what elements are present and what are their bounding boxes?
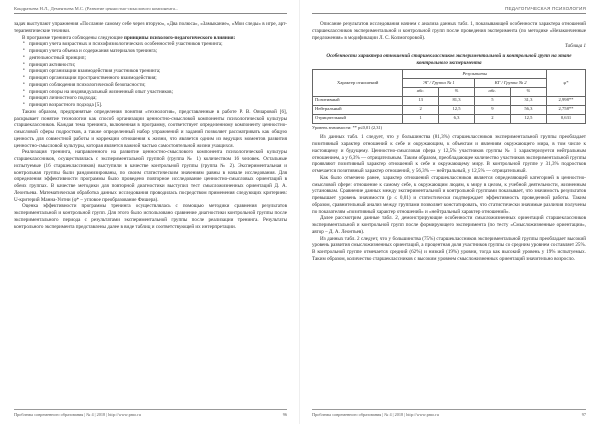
table-cell: 9 <box>475 105 511 114</box>
list-item: • принцип организации взаимодействия участников тренинга; <box>24 68 287 75</box>
col-header-pct: % <box>510 87 546 96</box>
footer-journal: Проблемы современного образования | № 4 | 2018 | http://www.pmo.ru <box>14 412 141 417</box>
page-number: 96 <box>282 412 287 417</box>
table-cell-label: Отрицательный <box>313 114 403 123</box>
list-item: • принцип личностного подхода; <box>24 95 287 102</box>
table-row <box>313 96 586 105</box>
header-rule <box>14 13 287 14</box>
list-item: • принцип возрастного подхода [5]. <box>24 102 287 109</box>
footer-journal: Проблемы современного образования | № 4 | 2018 | http://www.pmo.ru <box>312 412 439 417</box>
page-number: 97 <box>581 412 586 417</box>
left-footer <box>14 409 287 417</box>
table-cell: 31,3 <box>510 96 546 105</box>
col-header-group1: ЭГ / Группа № 1 <box>403 78 475 87</box>
table-label: Таблица 1 <box>565 44 586 50</box>
right-body <box>312 21 586 263</box>
col-header-group2: КГ / Группа № 2 <box>475 78 547 87</box>
paragraph: Как было отмечено ранее, характер отношений старшеклассников является определяющей категорией в ценностно-смысловой сфере: отношение к самому себе, к окружающим людям, к миру в целом, к учебной деятельности, жизненным установкам. Сравнение данных между экспериментальной и контрольной группами показывает, что значимость результатов превышает уровень значимости (p ≤ 0,01) и статистически подтверждает эффективность проведенной работы. Таким образом, сравнительный анализ между группами позволяет констатировать, что статистически значимые различия получены по показателям «позитивный характер отношений» и «нейтральный характер отношений». <box>312 174 586 215</box>
left-running-head <box>14 4 287 13</box>
table-note: Уровень значимости: ** p≤0,01 (2,31) <box>312 124 383 130</box>
table-cell-label: Нейтральный <box>313 105 403 114</box>
col-header-abs: абс. <box>475 87 511 96</box>
paragraph: Из данных табл. 1 следует, что у большинства (81,3%) старшеклассников экспериментальной группы преобладает позитивный характер отношений к себе и окружающим, к объектам и явлениям окружающего мира, в том числе к настоящему и будущему. Ценностно-смысловая сфера у 12,5% участников группы № 1 характеризуется нейтральным отношением, а у 6,3% — отрицательным. Таким образом, преобладающее количество участников экспериментальной группы проявляют позитивный характер отношений к себе и окружающему миру. В контрольной группе у 31,3% подростков отмечается позитивный характер отношений, у 56,3% — нейтральный, у 12,5% — отрицательный. <box>312 134 586 175</box>
col-header-phi: φ* <box>547 70 586 97</box>
left-header-text: Кондратьева Н.Л., Дементьева М.С. (Развитие ценностно-смыслового компонента... <box>14 6 179 11</box>
table-cell: 13 <box>403 96 438 105</box>
table-cell: 2 <box>403 105 438 114</box>
list-item: • принцип соблюдения психологической безопасности; <box>24 82 287 89</box>
table-cell: 1 <box>403 114 438 123</box>
table-cell: 5 <box>475 96 511 105</box>
principles-list <box>14 41 287 109</box>
list-item: • принцип активности; <box>24 62 287 69</box>
list-item: • принцип опоры на индивидуальный жизненный опыт участников; <box>24 89 287 96</box>
right-running-head <box>312 4 586 13</box>
table-cell: 12,5 <box>510 114 546 123</box>
list-item: • принцип учета возрастных и психофизиологических особенностей участников тренинга; <box>24 41 287 48</box>
paragraph: Далее рассмотрим данные табл. 2, демонстрирующие особенности смысложизненных ориентаций старшеклассников экспериментальной и контрольной групп после формирующего эксперимента (по тесту «Смысложизненные ориентации», автор – Д. А. Леонтьев). <box>312 215 586 235</box>
table-cell: 6,3 <box>438 114 474 123</box>
left-body <box>14 21 287 230</box>
paragraph: задач выступают упражнения «Послание самому себе через вторую», «Два полюса», «Замыкание», «Мои следы» в игре, арт-терапевтические техники. <box>14 21 287 34</box>
right-page <box>300 0 600 424</box>
col-header-abs: абс. <box>403 87 438 96</box>
table-cell-label: Позитивный <box>313 96 403 105</box>
paragraph: Реализация тренинга, направленного на развитие ценностно-смыслового компонента психологической культуры старшеклассников, осуществлялась с экспериментальной группой (группа № 1) количеством 16 человек. Остальные испытуемые (16 старшеклассников) выступили в качестве контрольной группы (группа № 2). Экспериментальная и контрольная группы были рандомизированы, по своим статистическим значениям равны в начале исследования. Для определения эффективности программы было проведено повторное исследование ценностно-смысловых ориентаций в обеих группах. В качестве методики для повторной диагностики выступил тест смысложизненных ориентаций Д. А. Леонтьева. Математическая обработка данных исследования проводилась посредством применения следующих критериев: U-критерий Манна-Уитни (φ* – угловое преобразование Фишера). <box>14 149 287 203</box>
table-cell: 0,631 <box>547 114 586 123</box>
header-rule <box>312 13 586 14</box>
col-header-pct: % <box>438 87 474 96</box>
table-cell: 56,3 <box>510 105 546 114</box>
table-caption: Особенности характера отношений старшеклассников экспериментальной и контрольной групп на этапе контрольного эксперимента <box>326 53 572 66</box>
table-cell: 2,758** <box>547 105 586 114</box>
right-header-text: ПЕДАГОГИЧЕСКАЯ ПСИХОЛОГИЯ <box>505 6 586 11</box>
table-cell: 2 <box>475 114 511 123</box>
list-item: • принцип организации пространственного взаимодействия; <box>24 75 287 82</box>
paragraph: Таким образом, предпринятые определения понятия «технология», представленные в работе Р. В. Овчаровой [6], раскрывает понятие технологии как способ организации ценностно-смысловой компоненты психологической культуры старшеклассников. Каждая тема тренинга, включенная в программу, соответствует определенному компоненту ценностно-смысловой сферы подростков, а также определенный набор упражнений и заданий позволяет рассматривать как общую ценность для совместной работы и коррекции отношения к жизни, что является одним из ведущих моментов развития ценностно-смысловой культуры, которая является важной частью самостоятельной жизни учащихся. <box>14 108 287 149</box>
results-table <box>312 69 586 124</box>
paragraph: Описание результатов исследования начнем с анализа данных табл. 1, показывающей особенности характера отношений старшеклассников экспериментальной и контрольной групп после проведения эксперимента (по методике «Незаконченные предложения» в модификации Л. С. Колмогоровой). <box>312 21 586 41</box>
table-row <box>313 114 586 123</box>
table-cell: 12,5 <box>438 105 474 114</box>
col-header-relations: Характер отношений <box>313 70 403 97</box>
principles-bold: принципы психолого-педагогического влияния: <box>124 34 236 41</box>
right-footer <box>312 409 586 417</box>
list-item: • деятельностный принцип; <box>24 55 287 62</box>
paragraph: Из данных табл. 2 следует, что у большинства (75%) старшеклассников экспериментальной группы преобладает высокий уровень развития смысложизненных ориентаций, а процентная доля участников группы со средним уровнем составляет 25%. В контрольной группе отмечается средний (62%) и низкий (19%) уровни, тогда как высокий уровень у 19% испытуемых. Таким образом, количество старшеклассников с высоким уровнем смысложизненных ориентаций значительно возросло. <box>312 235 586 262</box>
col-header-results: Результаты <box>403 70 547 79</box>
list-item: • принцип учета объема и содержания материалов тренинга; <box>24 48 287 55</box>
paragraph: Оценка эффективности программы тренинга осуществлялась с помощью методики сравнения результатов экспериментальной и контрольной групп. Для этого было использовано сравнение диагностики контрольной группы после экспериментального периода с результатами экспериментальной группы после реализации тренинга. Результаты контрольного эксперимента представлены далее в виде таблиц и соответствующей их интерпретации. <box>14 203 287 230</box>
principles-lead: В программе тренинга соблюдены следующие <box>22 34 123 41</box>
table-header-row <box>313 70 586 79</box>
table-cell: 2,998** <box>547 96 586 105</box>
table-cell: 81,3 <box>438 96 474 105</box>
table-row <box>313 105 586 114</box>
